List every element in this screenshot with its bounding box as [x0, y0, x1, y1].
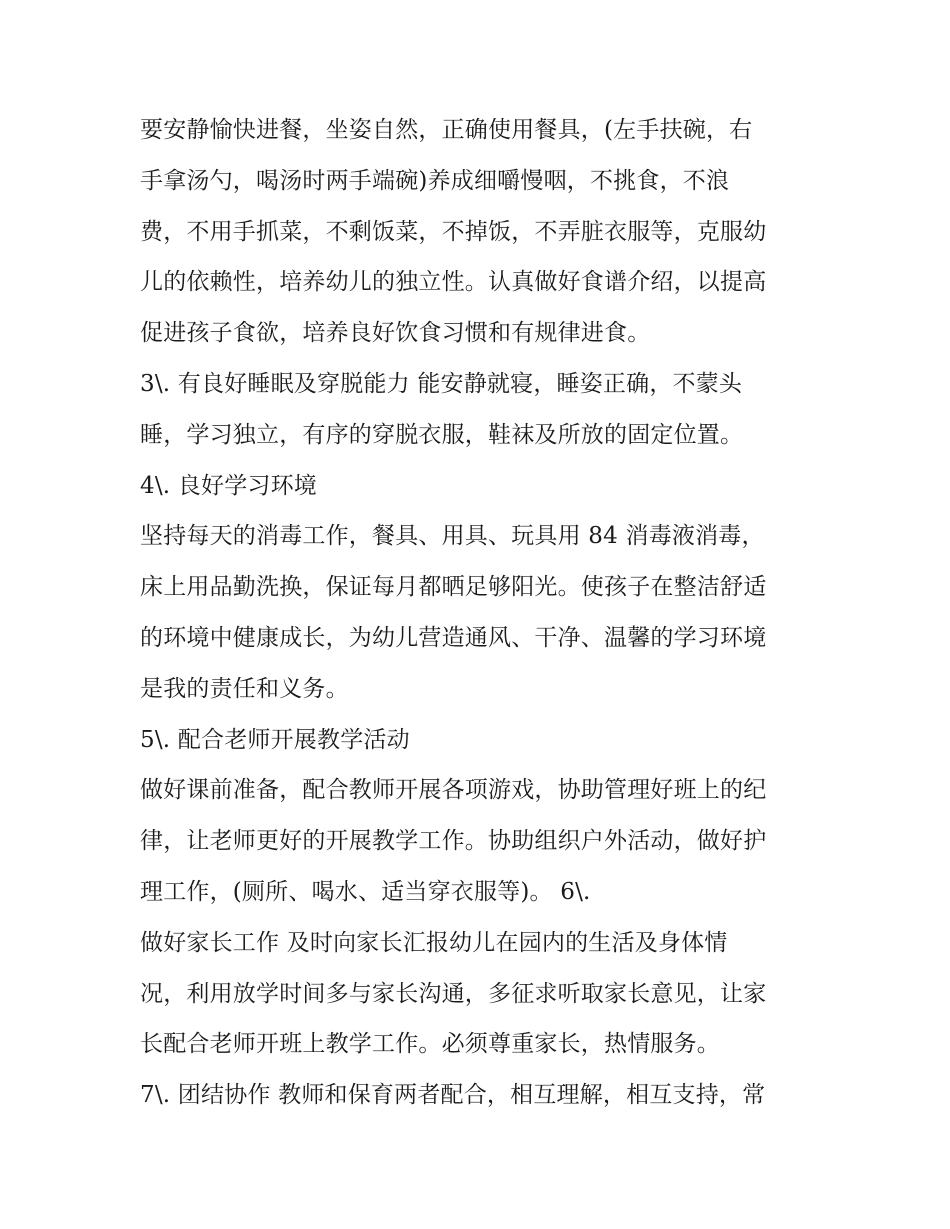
body-text	[140, 105, 820, 1121]
text-line: 做好课前准备，配合教师开展各项游戏，协助管理好班上的纪	[140, 777, 767, 804]
text-line: 儿的依赖性，培养幼儿的独立性。认真做好食谱介绍，以提高	[140, 269, 767, 296]
text-line: 坚持每天的消毒工作，餐具、用具、玩具用 84 消毒液消毒，	[140, 523, 765, 550]
text-line: 况，利用放学时间多与家长沟通，多征求听取家长意见，让家	[140, 980, 767, 1007]
text-line: 是我的责任和义务。	[140, 675, 349, 702]
text-line: 床上用品勤洗换，保证每月都晒足够阳光。使孩子在整洁舒适	[140, 574, 767, 601]
text-line: 长配合老师开班上教学工作。必须尊重家长，热情服务。	[140, 1031, 720, 1058]
section-heading-5: 5\. 配合老师开展教学活动	[140, 726, 410, 753]
text-line: 理工作，(厕所、喝水、适当穿衣服等)。 6\.	[140, 878, 591, 905]
section-heading-6: 做好家长工作 及时向家长汇报幼儿在园内的生活及身体情	[140, 929, 728, 956]
text-line: 律，让老师更好的开展教学工作。协助组织户外活动，做好护	[140, 828, 767, 855]
text-line: 要安静愉快进餐，坐姿自然，正确使用餐具，(左手扶碗，右	[140, 117, 753, 143]
text-line: 促进孩子食欲，培养良好饮食习惯和有规律进食。	[140, 320, 651, 347]
text-line: 的环境中健康成长，为幼儿营造通风、干净、温馨的学习环境	[140, 624, 767, 651]
text-line: 手拿汤勺，喝汤时两手端碗)养成细嚼慢咽，不挑食，不浪	[140, 167, 730, 194]
section-heading-7: 7\. 团结协作 教师和保育两者配合，相互理解，相互支持，常	[140, 1082, 766, 1109]
section-heading-3: 3\. 有良好睡眠及穿脱能力 能安静就寝，睡姿正确，不蒙头	[140, 370, 743, 397]
text-line: 费，不用手抓菜，不剩饭菜，不掉饭，不弄脏衣服等，克服幼	[140, 218, 767, 245]
section-heading-4: 4\. 良好学习环境	[140, 472, 318, 499]
text-line: 睡，学习独立，有序的穿脱衣服，鞋袜及所放的固定位置。	[140, 421, 744, 448]
